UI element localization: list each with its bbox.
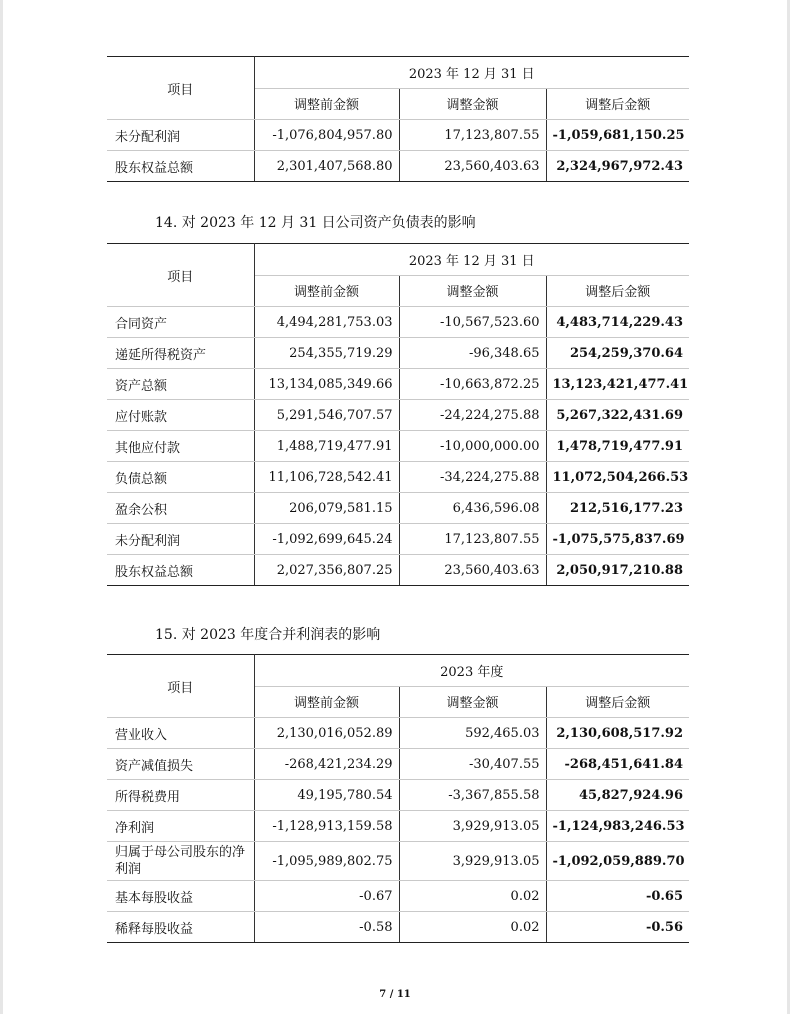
row-after: -0.65 <box>546 881 689 912</box>
row-adjustment: 3,929,913.05 <box>399 842 546 881</box>
row-item: 营业收入 <box>107 718 254 749</box>
row-before: -0.58 <box>254 912 399 943</box>
row-item: 负债总额 <box>107 462 254 493</box>
header-item: 项目 <box>107 57 254 120</box>
row-after: 5,267,322,431.69 <box>546 400 689 431</box>
row-before: -1,092,699,645.24 <box>254 524 399 555</box>
row-adjustment: 592,465.03 <box>399 718 546 749</box>
section-14-title: 14. 对 2023 年 12 月 31 日公司资产负债表的影响 <box>155 215 476 231</box>
row-adjustment: 17,123,807.55 <box>399 524 546 555</box>
row-before: 2,027,356,807.25 <box>254 555 399 586</box>
row-after: -0.56 <box>546 912 689 943</box>
row-before: 1,488,719,477.91 <box>254 431 399 462</box>
row-item: 其他应付款 <box>107 431 254 462</box>
table-row <box>107 555 689 586</box>
row-adjustment: -34,224,275.88 <box>399 462 546 493</box>
row-after: 2,130,608,517.92 <box>546 718 689 749</box>
header-adjustment: 调整金额 <box>399 88 546 120</box>
row-item: 净利润 <box>107 811 254 842</box>
row-after: 254,259,370.64 <box>546 338 689 369</box>
row-after: -1,059,681,150.25 <box>546 120 689 151</box>
row-adjustment: 6,436,596.08 <box>399 493 546 524</box>
row-item: 基本每股收益 <box>107 881 254 912</box>
row-adjustment: -96,348.65 <box>399 338 546 369</box>
header-after: 调整后金额 <box>546 275 689 307</box>
row-before: 13,134,085,349.66 <box>254 369 399 400</box>
row-before: 206,079,581.15 <box>254 493 399 524</box>
row-before: 2,130,016,052.89 <box>254 718 399 749</box>
row-item: 所得税费用 <box>107 780 254 811</box>
row-item: 应付账款 <box>107 400 254 431</box>
table-row <box>107 912 689 943</box>
row-adjustment: 17,123,807.55 <box>399 120 546 151</box>
row-adjustment: -10,000,000.00 <box>399 431 546 462</box>
row-after: 2,324,967,972.43 <box>546 151 689 182</box>
row-after: 2,050,917,210.88 <box>546 555 689 586</box>
equity-adjustment-table <box>107 56 689 182</box>
row-item: 资产减值损失 <box>107 749 254 780</box>
table-row <box>107 120 689 151</box>
row-item: 未分配利润 <box>107 120 254 151</box>
table-row <box>107 431 689 462</box>
header-adjustment: 调整金额 <box>399 275 546 307</box>
row-item: 资产总额 <box>107 369 254 400</box>
table-row <box>107 780 689 811</box>
table-row <box>107 718 689 749</box>
row-before: 254,355,719.29 <box>254 338 399 369</box>
row-after: -1,124,983,246.53 <box>546 811 689 842</box>
row-after: -268,451,641.84 <box>546 749 689 780</box>
header-after: 调整后金额 <box>546 88 689 120</box>
header-item: 项目 <box>107 244 254 307</box>
row-item: 归属于母公司股东的净利润 <box>107 842 254 881</box>
row-after: 45,827,924.96 <box>546 780 689 811</box>
row-adjustment: 0.02 <box>399 881 546 912</box>
table-row <box>107 881 689 912</box>
row-item: 盈余公积 <box>107 493 254 524</box>
table-row <box>107 307 689 338</box>
table-row <box>107 811 689 842</box>
row-after: 4,483,714,229.43 <box>546 307 689 338</box>
table-header-row <box>107 244 689 276</box>
row-before: 49,195,780.54 <box>254 780 399 811</box>
row-adjustment: -3,367,855.58 <box>399 780 546 811</box>
table-row <box>107 400 689 431</box>
table-row <box>107 749 689 780</box>
row-after: 11,072,504,266.53 <box>546 462 689 493</box>
row-before: 11,106,728,542.41 <box>254 462 399 493</box>
row-after: 13,123,421,477.41 <box>546 369 689 400</box>
row-before: -1,076,804,957.80 <box>254 120 399 151</box>
row-after: 1,478,719,477.91 <box>546 431 689 462</box>
row-adjustment: -10,567,523.60 <box>399 307 546 338</box>
header-before: 调整前金额 <box>254 686 399 718</box>
row-before: 4,494,281,753.03 <box>254 307 399 338</box>
row-before: -268,421,234.29 <box>254 749 399 780</box>
page-edge <box>0 0 3 1014</box>
row-after: 212,516,177.23 <box>546 493 689 524</box>
header-before: 调整前金额 <box>254 275 399 307</box>
header-period: 2023 年 12 月 31 日 <box>254 244 689 276</box>
table-row <box>107 338 689 369</box>
table-header-row <box>107 57 689 89</box>
section-15-title: 15. 对 2023 年度合并利润表的影响 <box>155 627 381 643</box>
row-adjustment: 23,560,403.63 <box>399 555 546 586</box>
header-after: 调整后金额 <box>546 686 689 718</box>
row-adjustment: -10,663,872.25 <box>399 369 546 400</box>
row-item: 稀释每股收益 <box>107 912 254 943</box>
header-item: 项目 <box>107 655 254 718</box>
table-row <box>107 493 689 524</box>
row-item: 合同资产 <box>107 307 254 338</box>
header-period: 2023 年 12 月 31 日 <box>254 57 689 89</box>
row-item: 未分配利润 <box>107 524 254 555</box>
balance-sheet-impact-table <box>107 243 689 586</box>
row-before: -1,095,989,802.75 <box>254 842 399 881</box>
row-before: -0.67 <box>254 881 399 912</box>
row-before: -1,128,913,159.58 <box>254 811 399 842</box>
table-row <box>107 462 689 493</box>
table-header-row <box>107 655 689 687</box>
row-adjustment: -24,224,275.88 <box>399 400 546 431</box>
row-before: 5,291,546,707.57 <box>254 400 399 431</box>
row-item: 股东权益总额 <box>107 151 254 182</box>
row-adjustment: -30,407.55 <box>399 749 546 780</box>
row-after: -1,075,575,837.69 <box>546 524 689 555</box>
row-adjustment: 23,560,403.63 <box>399 151 546 182</box>
income-statement-impact-table <box>107 654 689 943</box>
header-period: 2023 年度 <box>254 655 689 687</box>
row-after: -1,092,059,889.70 <box>546 842 689 881</box>
row-item: 递延所得税资产 <box>107 338 254 369</box>
table-row <box>107 524 689 555</box>
row-adjustment: 3,929,913.05 <box>399 811 546 842</box>
header-adjustment: 调整金额 <box>399 686 546 718</box>
table-row <box>107 369 689 400</box>
row-adjustment: 0.02 <box>399 912 546 943</box>
header-before: 调整前金额 <box>254 88 399 120</box>
table-row <box>107 842 689 881</box>
table-row <box>107 151 689 182</box>
page-number: 7 / 11 <box>379 989 411 1000</box>
row-item: 股东权益总额 <box>107 555 254 586</box>
row-before: 2,301,407,568.80 <box>254 151 399 182</box>
